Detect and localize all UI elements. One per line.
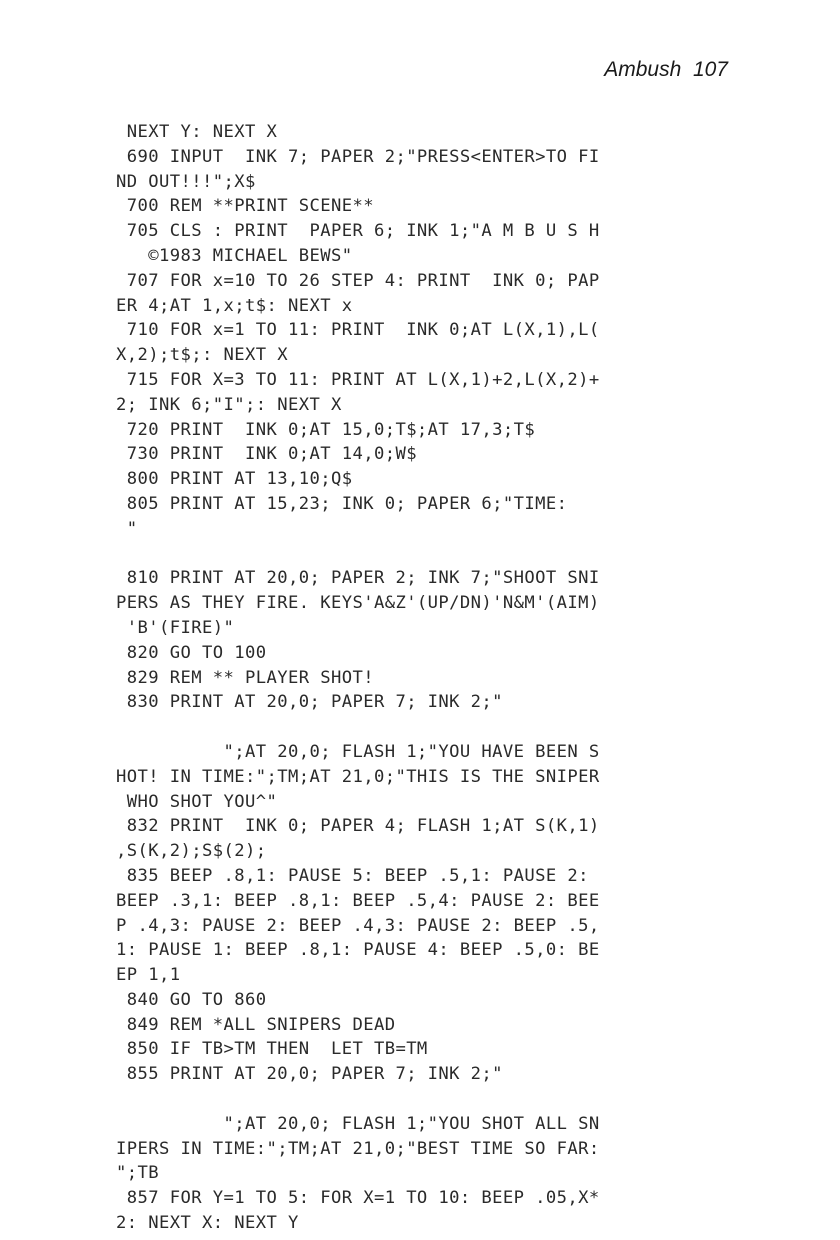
- code-line: HOT! IN TIME:";TM;AT 21,0;"THIS IS THE SNIPER: [116, 766, 600, 787]
- code-line: 840 GO TO 860: [116, 989, 267, 1010]
- header-title: Ambush: [604, 58, 682, 81]
- code-line: 710 FOR x=1 TO 11: PRINT INK 0;AT L(X,1),L(: [116, 320, 600, 341]
- code-line: 730 PRINT INK 0;AT 14,0;W$: [116, 444, 417, 465]
- code-line: 850 IF TB>TM THEN LET TB=TM: [116, 1039, 428, 1060]
- program-listing: [116, 120, 756, 1236]
- code-line: ";AT 20,0; FLASH 1;"YOU SHOT ALL SN: [116, 1113, 600, 1134]
- code-line: 829 REM ** PLAYER SHOT!: [116, 667, 374, 688]
- page-number: 107: [692, 58, 728, 81]
- code-line: 805 PRINT AT 15,23; INK 0; PAPER 6;"TIME:: [116, 493, 568, 514]
- code-line: 2; INK 6;"I";: NEXT X: [116, 394, 342, 415]
- code-line: BEEP .3,1: BEEP .8,1: BEEP .5,4: PAUSE 2: BEE: [116, 890, 600, 911]
- code-line: 700 REM **PRINT SCENE**: [116, 196, 374, 217]
- code-line: 835 BEEP .8,1: PAUSE 5: BEEP .5,1: PAUSE 2:: [116, 865, 589, 886]
- code-line: EP 1,1: [116, 965, 181, 986]
- code-line: ©1983 MICHAEL BEWS": [116, 245, 353, 266]
- code-line: 720 PRINT INK 0;AT 15,0;T$;AT 17,3;T$: [116, 419, 536, 440]
- code-line: [116, 715, 756, 740]
- code-line: ND OUT!!!";X$: [116, 171, 256, 192]
- code-line: IPERS IN TIME:";TM;AT 21,0;"BEST TIME SO FAR:: [116, 1138, 600, 1159]
- code-line: [116, 1087, 756, 1112]
- code-line: 'B'(FIRE)": [116, 617, 235, 638]
- code-line: 857 FOR Y=1 TO 5: FOR X=1 TO 10: BEEP .05,X*: [116, 1188, 600, 1209]
- code-line: ,S(K,2);S$(2);: [116, 841, 267, 862]
- code-line: 800 PRINT AT 13,10;Q$: [116, 469, 353, 490]
- code-line: 830 PRINT AT 20,0; PAPER 7; INK 2;": [116, 692, 503, 713]
- code-line: NEXT Y: NEXT X: [116, 122, 278, 142]
- code-line: WHO SHOT YOU^": [116, 791, 278, 812]
- code-line: ": [116, 518, 138, 539]
- code-line: 849 REM *ALL SNIPERS DEAD: [116, 1014, 396, 1035]
- code-line: 820 GO TO 100: [116, 642, 267, 663]
- code-line: P .4,3: PAUSE 2: BEEP .4,3: PAUSE 2: BEEP .5,: [116, 915, 600, 936]
- code-line: 715 FOR X=3 TO 11: PRINT AT L(X,1)+2,L(X,2)+: [116, 369, 600, 390]
- code-line: ";AT 20,0; FLASH 1;"YOU HAVE BEEN S: [116, 741, 600, 762]
- code-line: 1: PAUSE 1: BEEP .8,1: PAUSE 4: BEEP .5,0: BE: [116, 940, 600, 961]
- running-header: [604, 58, 728, 82]
- code-line: 810 PRINT AT 20,0; PAPER 2; INK 7;"SHOOT SNI: [116, 568, 600, 589]
- code-line: ";TB: [116, 1163, 159, 1184]
- code-line: 690 INPUT INK 7; PAPER 2;"PRESS<ENTER>TO FI: [116, 146, 600, 167]
- code-line: X,2);t$;: NEXT X: [116, 345, 288, 366]
- code-line: ER 4;AT 1,x;t$: NEXT x: [116, 295, 353, 316]
- code-line: [116, 542, 756, 567]
- code-line: 707 FOR x=10 TO 26 STEP 4: PRINT INK 0; PAP: [116, 270, 600, 291]
- code-line: 2: NEXT X: NEXT Y: [116, 1213, 299, 1234]
- code-line: 705 CLS : PRINT PAPER 6; INK 1;"A M B U S H: [116, 221, 600, 242]
- code-line: 832 PRINT INK 0; PAPER 4; FLASH 1;AT S(K,1): [116, 816, 600, 837]
- code-line: PERS AS THEY FIRE. KEYS'A&Z'(UP/DN)'N&M'(AIM): [116, 593, 600, 614]
- code-line: 855 PRINT AT 20,0; PAPER 7; INK 2;": [116, 1064, 503, 1085]
